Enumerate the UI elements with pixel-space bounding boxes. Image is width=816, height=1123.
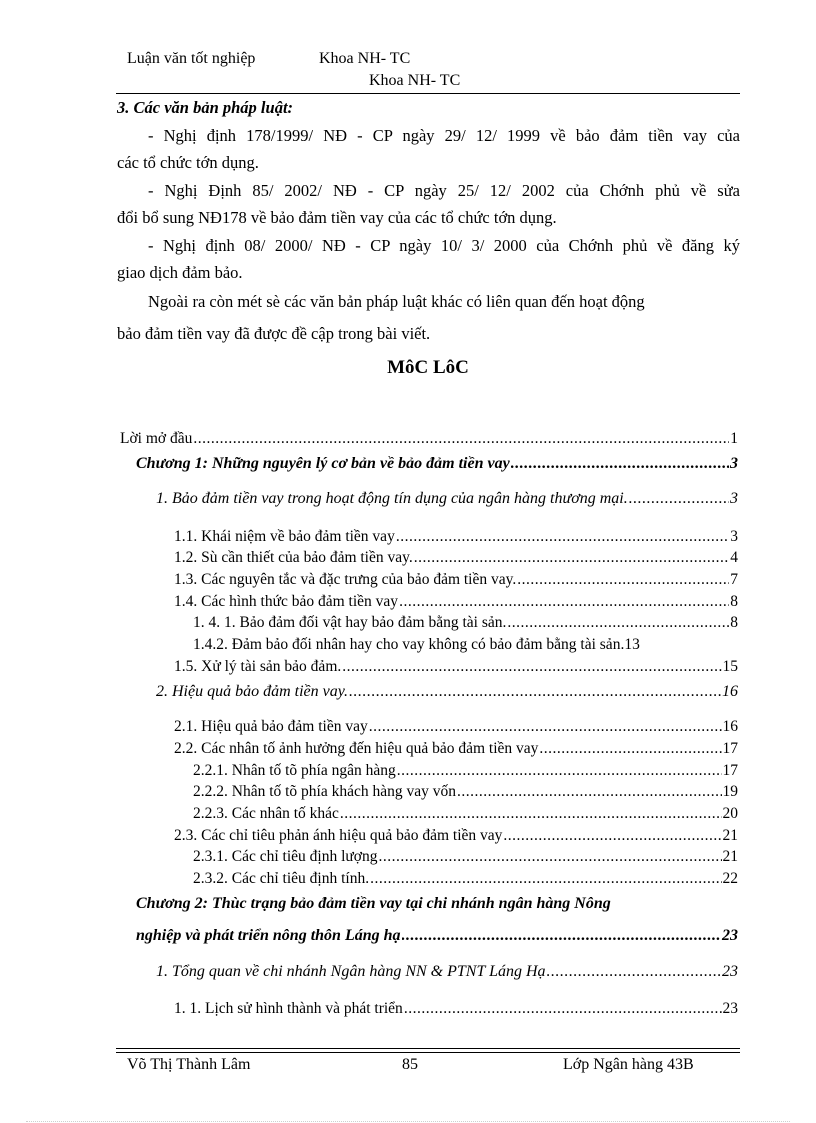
toc-entry[interactable] [174,740,738,758]
toc-entry-label: 2.3.2. Các chỉ tiêu định tính. [193,870,370,887]
toc-entry-label: 2.3.1. Các chỉ tiêu định lượng [193,848,378,865]
toc-entry-page: 13 [624,636,640,653]
toc-entry-label: 1. 4. 1. Bảo đảm đối vật hay bảo đảm bằng tài sản. [193,614,507,631]
toc-entry-label: nghiệp và phát triển nông thôn Láng hạ [136,927,401,944]
toc-entry-label: 2.2. Các nhân tố ảnh hưởng đến hiệu quả bảo đảm tiền vay [174,740,539,757]
header-rule [116,93,740,94]
toc-entry-chapter-1[interactable] [136,455,738,473]
toc-entry-section[interactable] [156,963,738,981]
legal-line-1: - Nghị định 178/1999/ NĐ - CP ngày 29/ 12/ 1999 về bảo đảm tiền vay của [148,126,740,145]
toc-entry-label: 1.2. Sù cần thiết của bảo đảm tiền vay. [174,549,413,566]
toc-entry-page: 15 [722,658,738,675]
toc-entry[interactable] [174,528,738,546]
toc-entry-page: 4 [730,549,738,566]
toc-entry-page: 22 [722,870,738,887]
header-center-repeat: Khoa NH- TC [369,72,461,89]
toc-entry-label: 1.1. Khái niệm về bảo đảm tiền vay [174,528,395,545]
toc-entry[interactable] [174,593,738,611]
header-center: Khoa NH- TC [319,50,411,67]
toc-entry[interactable] [193,783,738,801]
toc-entry[interactable] [174,549,738,567]
toc-entry-chapter-2-cont[interactable] [136,927,738,945]
toc-entry-label: 2.2.2. Nhân tố tõ phía khách hàng vay vốn [193,783,457,800]
toc-entry-label: 2.1. Hiệu quả bảo đảm tiền vay [174,718,368,735]
legal-line-2: các tổ chức tớn dụng. [117,153,259,172]
toc-entry-label: Chương 1: Những nguyên lý cơ bản về bảo đảm tiền vay [136,455,510,472]
toc-entry[interactable] [174,571,738,589]
toc-entry[interactable] [193,805,738,823]
toc-entry-label: 1.4.2. Đảm bảo đối nhân hay cho vay không có bảo đảm bằng tài sản. [193,636,625,653]
toc-entry-page: 3 [730,528,738,545]
toc-entry[interactable] [120,430,738,448]
toc-entry-page: 21 [722,848,738,865]
toc-entry-section[interactable] [156,490,738,508]
toc-entry-page: 19 [722,783,738,800]
toc-entry-page: 3 [730,455,738,472]
toc-entry-label: 1. Bảo đảm tiền vay trong hoạt động tín dụng của ngân hàng thương mại. [156,490,628,507]
toc-entry[interactable] [193,848,738,866]
footer-author: Võ Thị Thành Lâm [127,1056,251,1073]
toc-entry-label: 2.3. Các chỉ tiêu phản ánh hiệu quả bảo đảm tiền vay [174,827,503,844]
toc-entry[interactable] [174,827,738,845]
legal-line-3: - Nghị Định 85/ 2002/ NĐ - CP ngày 25/ 12/ 2002 của Chớnh phủ về sửa [148,181,740,200]
footer-class: Lớp Ngân hàng 43B [563,1056,694,1073]
toc-entry-page: 20 [722,805,738,822]
toc-entry-label: 2.2.1. Nhân tố tõ phía ngân hàng [193,762,396,779]
legal-line-5: - Nghị định 08/ 2000/ NĐ - CP ngày 10/ 3/ 2000 của Chớnh phủ về đăng ký [148,236,740,255]
toc-entry-page: 8 [730,614,738,631]
toc-entry[interactable] [193,870,738,888]
toc-entry-label: Lời mở đầu [120,430,193,447]
toc-entry-section[interactable] [156,683,738,701]
toc-entry-page: 3 [730,490,738,507]
toc-entry-chapter-2[interactable]: Chương 2: Thùc trạng bảo đảm tiền vay tại chi nhánh ngân hàng Nông [136,895,611,912]
toc-entry-page: 21 [722,827,738,844]
toc-entry-page: 23 [722,1000,738,1017]
toc-entry[interactable] [193,614,738,632]
toc-entry-label: 2.2.3. Các nhân tố khác [193,805,339,822]
legal-line-8: bảo đảm tiền vay đã được đề cập trong bài viết. [117,324,431,343]
toc-title: MôC LôC [387,357,469,378]
toc-entry-page: 16 [722,718,738,735]
legal-line-6: giao dịch đảm bảo. [117,263,243,282]
toc-entry-label: 1.4. Các hình thức bảo đảm tiền vay [174,593,399,610]
footer-page-number: 85 [402,1056,418,1073]
legal-heading: 3. Các văn bản pháp luật: [117,98,294,117]
footer-rule-bottom [116,1052,740,1053]
toc-entry[interactable] [174,658,738,676]
toc-entry[interactable] [174,1000,738,1018]
toc-entry-page: 1 [730,430,738,447]
toc-entry-label: 1.5. Xử lý tài sản bảo đảm. [174,658,342,675]
toc-entry-page: 23 [722,963,738,980]
page-edge [26,1121,790,1122]
toc-entry-page: 23 [722,927,738,944]
footer-rule-top [116,1048,740,1049]
toc-entry-label: 1. Tổng quan về chi nhánh Ngân hàng NN & PTNT Láng Hạ [156,963,546,980]
toc-entry[interactable] [193,762,738,780]
header-left: Luận văn tốt nghiệp [127,50,256,67]
toc-entry-label: 2. Hiệu quả bảo đảm tiền vay. [156,683,348,700]
toc-entry-label: 1. 1. Lịch sử hình thành và phát triển [174,1000,403,1017]
toc-entry-page: 17 [722,762,738,779]
toc-entry-page: 16 [722,683,738,700]
legal-line-4: đổi bổ sung NĐ178 về bảo đảm tiền vay của các tổ chức tớn dụng. [117,208,557,227]
toc-entry-page: 7 [730,571,738,588]
toc-entry-page: 17 [722,740,738,757]
legal-line-7: Ngoài ra còn mét sè các văn bản pháp luật khác có liên quan đến hoạt động [148,292,645,311]
toc-entry[interactable] [174,718,738,736]
toc-entry-page: 8 [730,593,738,610]
toc-entry-label: 1.3. Các nguyên tắc và đặc trưng của bảo đảm tiền vay. [174,571,517,588]
toc-entry[interactable] [193,636,745,654]
